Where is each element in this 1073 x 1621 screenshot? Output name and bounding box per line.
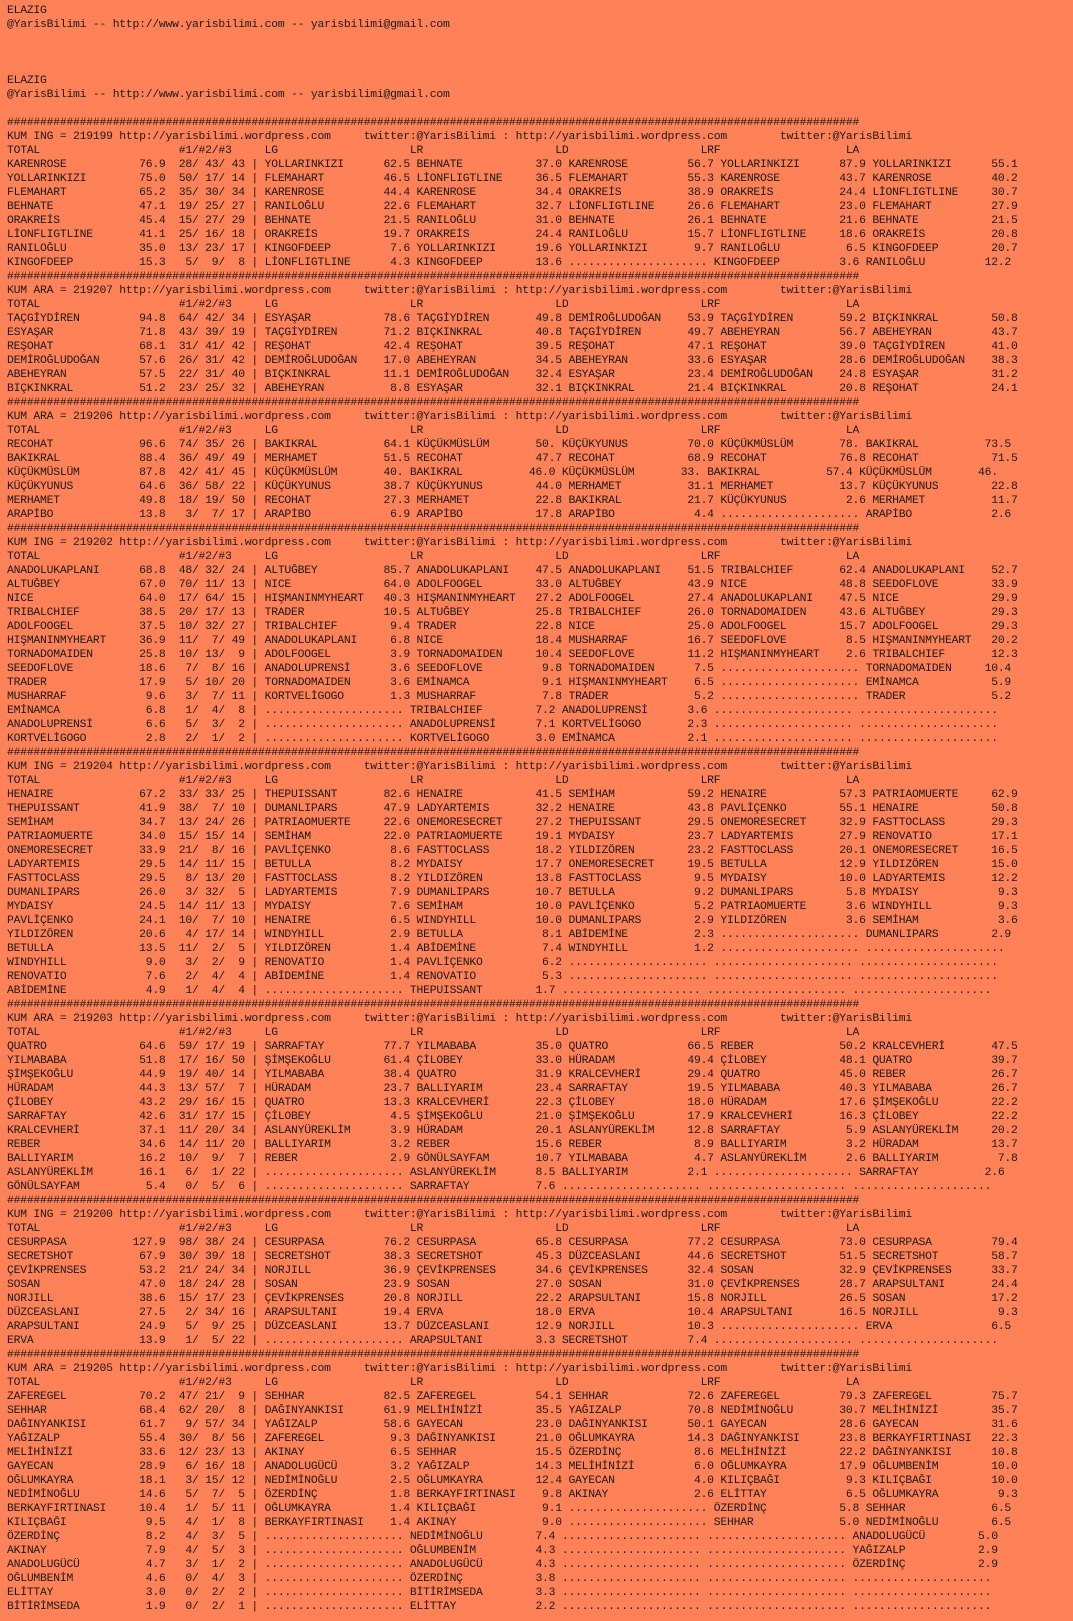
table-row: FASTTOCLASS 29.5 8/ 13/ 20 | FASTTOCLASS 8.2 YILDIZÖREN 13.8 FASTTOCLASS 9.5 MYDAISY 10.0 LADYARTEMIS 12.2 bbox=[7, 873, 1018, 885]
race-header: KUM ING = 219202 http://yarisbilimi.wordpress.com twitter:@YarisBilimi : http://yarisbilimi.wordpress.com twitter:@YarisBilimi bbox=[7, 537, 912, 549]
separator-line: ################################################################################################################################# bbox=[7, 397, 860, 409]
table-row: DUMANLIPARS 26.0 3/ 32/ 5 | LADYARTEMIS 7.9 DUMANLIPARS 10.7 BETULLA 9.2 DUMANLIPARS 5.8 MYDAISY 9.3 bbox=[7, 887, 1018, 899]
table-row: NORJILL 38.6 15/ 17/ 23 | ÇEVİKPRENSES 20.8 NORJILL 22.2 ARAPSULTANI 15.8 NORJILL 26.5 SOSAN 17.2 bbox=[7, 1293, 1018, 1305]
table-row: KARENROSE 76.9 28/ 43/ 43 | YOLLARINKIZI 62.5 BEHNATE 37.0 KARENROSE 56.7 YOLLARINKIZI 87.9 YOLLARINKIZI 55.1 bbox=[7, 159, 1018, 171]
table-row: BERKAYFIRTINASI 10.4 1/ 5/ 11 | OĞLUMKAYRA 1.4 KILIÇBAĞI 9.1 ..................... ÖZERDİNÇ 5.8 SEHHAR 6.5 bbox=[7, 1503, 1012, 1515]
race-header: KUM ARA = 219205 http://yarisbilimi.wordpress.com twitter:@YarisBilimi : http://yarisbilimi.wordpress.com twitter:@YarisBilimi bbox=[7, 1363, 912, 1375]
table-row: MYDAISY 24.5 14/ 11/ 13 | MYDAISY 7.6 SEMİHAM 10.0 PAVLİÇENKO 5.2 PATRIAOMUERTE 3.6 WINDYHILL 9.3 bbox=[7, 901, 1018, 913]
table-row: NICE 64.0 17/ 64/ 15 | HIŞMANINMYHEART 40.3 HIŞMANINMYHEART 27.2 ADOLFOOGEL 27.4 ANADOLUKAPLANI 47.5 NICE 29.9 bbox=[7, 593, 1018, 605]
table-row: TRADER 17.9 5/ 10/ 20 | TORNADOMAIDEN 3.6 EMİNAMCA 9.1 HIŞMANINMYHEART 6.5 ..................... EMİNAMCA 5.9 bbox=[7, 677, 1012, 689]
table-row: ANADOLUKAPLANI 68.8 48/ 32/ 24 | ALTUĞBEY 85.7 ANADOLUKAPLANI 47.5 ANADOLUKAPLANI 51.5 TRIBALCHIEF 62.4 ANADOLUKAPLANI 52.7 bbox=[7, 565, 1018, 577]
table-row: KILIÇBAĞI 9.5 4/ 1/ 8 | BERKAYFIRTINASI 1.4 AKINAY 9.0 ..................... SEHHAR 5.0 NEDİMİNOĞLU 6.5 bbox=[7, 1517, 1012, 1529]
table-row: ARAPİBO 13.8 3/ 7/ 17 | ARAPİBO 6.9 ARAPİBO 17.8 ARAPİBO 4.4 ..................... ARAPİBO 2.6 bbox=[7, 509, 1012, 521]
table-row: SEMİHAM 34.7 13/ 24/ 26 | PATRIAOMUERTE 22.6 ONEMORESECRET 27.2 THEPUISSANT 29.5 ONEMORESECRET 32.9 FASTTOCLASS 29.3 bbox=[7, 817, 1018, 829]
table-row: ORAKREİS 45.4 15/ 27/ 29 | BEHNATE 21.5 RANILOĞLU 31.0 BEHNATE 26.1 BEHNATE 21.6 BEHNATE 21.5 bbox=[7, 215, 1018, 227]
separator-line: ################################################################################################################################# bbox=[7, 747, 860, 759]
blank-line bbox=[7, 32, 1073, 46]
table-row: EMİNAMCA 6.8 1/ 4/ 8 | ..................... TRIBALCHIEF 7.2 ANADOLUPRENSİ 3.6 ..................... ..................... bbox=[7, 705, 998, 717]
table-row: TAÇGİYDİREN 94.8 64/ 42/ 34 | ESYAŞAR 78.6 TAÇGİYDİREN 49.8 DEMİROĞLUDOĞAN 53.9 TAÇGİYDİREN 59.2 BIÇKINKRAL 50.8 bbox=[7, 313, 1018, 325]
contact-line: @YarisBilimi -- http://www.yarisbilimi.com -- yarisbilimi@gmail.com bbox=[7, 89, 450, 101]
table-row: REŞOHAT 68.1 31/ 41/ 42 | REŞOHAT 42.4 REŞOHAT 39.5 REŞOHAT 47.1 REŞOHAT 39.0 TAÇGİYDİREN 41.0 bbox=[7, 341, 1018, 353]
table-row: ŞİMŞEKOĞLU 44.9 19/ 40/ 14 | YILMABABA 38.4 QUATRO 31.9 KRALCEVHERİ 29.4 QUATRO 45.0 REBER 26.7 bbox=[7, 1069, 1018, 1081]
table-row: SEHHAR 68.4 62/ 20/ 8 | DAĞINYANKISI 61.9 MELİHİNİZİ 35.5 YAĞIZALP 70.8 NEDİMİNOĞLU 30.7 MELİHİNİZİ 35.7 bbox=[7, 1405, 1018, 1417]
table-row: HÜRADAM 44.3 13/ 57/ 7 | HÜRADAM 23.7 BALLIYARIM 23.4 SARRAFTAY 19.5 YILMABABA 40.3 YILMABABA 26.7 bbox=[7, 1083, 1018, 1095]
table-row: PAVLİÇENKO 24.1 10/ 7/ 10 | HENAIRE 6.5 WINDYHILL 10.0 DUMANLIPARS 2.9 YILDIZÖREN 3.6 SEMİHAM 3.6 bbox=[7, 915, 1018, 927]
table-row: FLEMAHART 65.2 35/ 30/ 34 | KARENROSE 44.4 KARENROSE 34.4 ORAKREİS 38.9 ORAKREİS 24.4 LİONFLIGTLINE 30.7 bbox=[7, 187, 1018, 199]
table-row: BALLIYARIM 16.2 10/ 9/ 7 | REBER 2.9 GÖNÜLSAYFAM 10.7 YILMABABA 4.7 ASLANYÜREKLİM 2.6 BALLIYARIM 7.8 bbox=[7, 1153, 1018, 1165]
table-row: QUATRO 64.6 59/ 17/ 19 | SARRAFTAY 77.7 YILMABABA 35.0 QUATRO 66.5 REBER 50.2 KRALCEVHERİ 47.5 bbox=[7, 1041, 1018, 1053]
race-header: KUM ARA = 219207 http://yarisbilimi.wordpress.com twitter:@YarisBilimi : http://yarisbilimi.wordpress.com twitter:@YarisBilimi bbox=[7, 285, 912, 297]
separator-line: ################################################################################################################################# bbox=[7, 1195, 860, 1207]
race-header: KUM ING = 219199 http://yarisbilimi.wordpress.com twitter:@YarisBilimi : http://yarisbilimi.wordpress.com twitter:@YarisBilimi bbox=[7, 131, 912, 143]
table-row: DAĞINYANKISI 61.7 9/ 57/ 34 | YAĞIZALP 58.6 GAYECAN 23.0 DAĞINYANKISI 50.1 GAYECAN 28.6 GAYECAN 31.6 bbox=[7, 1419, 1018, 1431]
separator-line: ################################################################################################################################# bbox=[7, 117, 860, 129]
separator-line: ################################################################################################################################# bbox=[7, 1349, 860, 1361]
table-row: ONEMORESECRET 33.9 21/ 8/ 16 | PAVLİÇENKO 8.6 FASTTOCLASS 18.2 YILDIZÖREN 23.2 FASTTOCLASS 20.1 ONEMORESECRET 16.5 bbox=[7, 845, 1018, 857]
table-row: LADYARTEMIS 29.5 14/ 11/ 15 | BETULLA 8.2 MYDAISY 17.7 ONEMORESECRET 19.5 BETULLA 12.9 YILDIZÖREN 15.0 bbox=[7, 859, 1018, 871]
column-header: TOTAL #1/#2/#3 LG LR LD LRF LA bbox=[7, 299, 860, 311]
table-row: OĞLUMBENİM 4.6 0/ 4/ 3 | ..................... ÖZERDİNÇ 3.8 ..................... ..................... ..................... bbox=[7, 1573, 992, 1585]
table-row: GAYECAN 28.9 6/ 16/ 18 | ANADOLUGÜCÜ 3.2 YAĞIZALP 14.3 MELİHİNİZİ 6.0 OĞLUMKAYRA 17.9 OĞLUMBENİM 10.0 bbox=[7, 1461, 1018, 1473]
table-row: ÇİLOBEY 43.2 29/ 16/ 15 | QUATRO 13.3 KRALCEVHERİ 22.3 ÇİLOBEY 18.0 HÜRADAM 17.6 ŞİMŞEKOĞLU 22.2 bbox=[7, 1097, 1018, 1109]
table-row: ERVA 13.9 1/ 5/ 22 | ..................... ARAPSULTANI 3.3 SECRETSHOT 7.4 ..................... ..................... bbox=[7, 1335, 998, 1347]
table-row: RANILOĞLU 35.0 13/ 23/ 17 | KINGOFDEEP 7.6 YOLLARINKIZI 19.6 YOLLARINKIZI 9.7 RANILOĞLU 6.5 KINGOFDEEP 20.7 bbox=[7, 243, 1018, 255]
table-row: TRIBALCHIEF 38.5 20/ 17/ 13 | TRADER 10.5 ALTUĞBEY 25.8 TRIBALCHIEF 26.0 TORNADOMAIDEN 43.6 ALTUĞBEY 29.3 bbox=[7, 607, 1018, 619]
blank-line bbox=[7, 102, 1073, 116]
table-row: DÜZCEASLANI 27.5 2/ 34/ 16 | ARAPSULTANI 19.4 ERVA 18.0 ERVA 10.4 ARAPSULTANI 16.5 NORJILL 9.3 bbox=[7, 1307, 1018, 1319]
table-row: GÖNÜLSAYFAM 5.4 0/ 5/ 6 | ..................... SARRAFTAY 7.6 ..................... ..................... ..................... bbox=[7, 1181, 992, 1193]
table-row: YILMABABA 51.8 17/ 16/ 50 | ŞİMŞEKOĞLU 61.4 ÇİLOBEY 33.0 HÜRADAM 49.4 ÇİLOBEY 48.1 QUATRO 39.7 bbox=[7, 1055, 1018, 1067]
table-row: YAĞIZALP 55.4 30/ 8/ 56 | ZAFEREGEL 9.3 DAĞINYANKISI 21.0 OĞLUMKAYRA 14.3 DAĞINYANKISI 23.8 BERKAYFIRTINASI 22.3 bbox=[7, 1433, 1018, 1445]
contact-line: @YarisBilimi -- http://www.yarisbilimi.com -- yarisbilimi@gmail.com bbox=[7, 19, 450, 31]
table-row: BEHNATE 47.1 19/ 25/ 27 | RANILOĞLU 22.6 FLEMAHART 32.7 LİONFLIGTLINE 26.6 FLEMAHART 23.0 FLEMAHART 27.9 bbox=[7, 201, 1018, 213]
separator-line: ################################################################################################################################# bbox=[7, 271, 860, 283]
table-row: BIÇKINKRAL 51.2 23/ 25/ 32 | ABEHEYRAN 8.8 ESYAŞAR 32.1 BIÇKINKRAL 21.4 BIÇKINKRAL 20.8 REŞOHAT 24.1 bbox=[7, 383, 1018, 395]
table-row: RENOVATIO 7.6 2/ 4/ 4 | ABİDEMİNE 1.4 RENOVATIO 5.3 ..................... ..................... ..................... bbox=[7, 971, 998, 983]
table-row: NEDİMİNOĞLU 14.6 5/ 7/ 5 | ÖZERDİNÇ 1.8 BERKAYFIRTINASI 9.8 AKINAY 2.6 ELİTTAY 6.5 OĞLUMKAYRA 9.3 bbox=[7, 1489, 1018, 1501]
column-header: TOTAL #1/#2/#3 LG LR LD LRF LA bbox=[7, 551, 860, 563]
table-row: ABEHEYRAN 57.5 22/ 31/ 40 | BIÇKINKRAL 11.1 DEMİROĞLUDOĞAN 32.4 ESYAŞAR 23.4 DEMİROĞLUDOĞAN 24.8 ESYAŞAR 31.2 bbox=[7, 369, 1018, 381]
blank-line bbox=[7, 46, 1073, 60]
table-row: OĞLUMKAYRA 18.1 3/ 15/ 12 | NEDİMİNOĞLU 2.5 OĞLUMKAYRA 12.4 GAYECAN 4.0 KILIÇBAĞI 9.3 KILIÇBAĞI 10.0 bbox=[7, 1475, 1018, 1487]
table-row: MERHAMET 49.8 18/ 19/ 50 | RECOHAT 27.3 MERHAMET 22.8 BAKIKRAL 21.7 KÜÇÜKYUNUS 2.6 MERHAMET 11.7 bbox=[7, 495, 1018, 507]
city-title: ELAZIG bbox=[7, 75, 47, 87]
column-header: TOTAL #1/#2/#3 LG LR LD LRF LA bbox=[7, 425, 860, 437]
table-row: THEPUISSANT 41.9 38/ 7/ 10 | DUMANLIPARS 47.9 LADYARTEMIS 32.2 HENAIRE 43.8 PAVLİÇENKO 55.1 HENAIRE 50.8 bbox=[7, 803, 1018, 815]
table-row: ZAFEREGEL 70.2 47/ 21/ 9 | SEHHAR 82.5 ZAFEREGEL 54.1 SEHHAR 72.6 ZAFEREGEL 79.3 ZAFEREGEL 75.7 bbox=[7, 1391, 1018, 1403]
table-row: KRALCEVHERİ 37.1 11/ 20/ 34 | ASLANYÜREKLİM 3.9 HÜRADAM 20.1 ASLANYÜREKLİM 12.8 SARRAFTAY 5.9 ASLANYÜREKLİM 20.2 bbox=[7, 1125, 1018, 1137]
column-header: TOTAL #1/#2/#3 LG LR LD LRF LA bbox=[7, 145, 860, 157]
table-row: LİONFLIGTLINE 41.1 25/ 16/ 18 | ORAKREİS 19.7 ORAKREİS 24.4 RANILOĞLU 15.7 LİONFLIGTLINE 18.6 ORAKREİS 20.8 bbox=[7, 229, 1018, 241]
table-row: RECOHAT 96.6 74/ 35/ 26 | BAKIKRAL 64.1 KÜÇÜKMÜSLÜM 50. KÜÇÜKYUNUS 70.0 KÜÇÜKMÜSLÜM 78. BAKIKRAL 73.5 bbox=[7, 439, 1012, 451]
table-row: DEMİROĞLUDOĞAN 57.6 26/ 31/ 42 | DEMİROĞLUDOĞAN 17.0 ABEHEYRAN 34.5 ABEHEYRAN 33.6 ESYAŞAR 28.6 DEMİROĞLUDOĞAN 38.3 bbox=[7, 355, 1018, 367]
column-header: TOTAL #1/#2/#3 LG LR LD LRF LA bbox=[7, 1377, 860, 1389]
table-row: MELİHİNİZİ 33.6 12/ 23/ 13 | AKINAY 6.5 SEHHAR 15.5 ÖZERDİNÇ 8.6 MELİHİNİZİ 22.2 DAĞINYANKISI 10.8 bbox=[7, 1447, 1018, 1459]
table-row: CESURPASA 127.9 98/ 38/ 24 | CESURPASA 76.2 CESURPASA 65.8 CESURPASA 77.2 CESURPASA 73.0 CESURPASA 79.4 bbox=[7, 1237, 1018, 1249]
table-row: ALTUĞBEY 67.0 70/ 11/ 13 | NICE 64.0 ADOLFOOGEL 33.0 ALTUĞBEY 43.9 NICE 48.8 SEEDOFLOVE 33.9 bbox=[7, 579, 1018, 591]
table-row: ESYAŞAR 71.8 43/ 39/ 19 | TAÇGİYDİREN 71.2 BIÇKINKRAL 40.8 TAÇGİYDİREN 49.7 ABEHEYRAN 56.7 ABEHEYRAN 43.7 bbox=[7, 327, 1018, 339]
table-row: ADOLFOOGEL 37.5 10/ 32/ 27 | TRIBALCHIEF 9.4 TRADER 22.8 NICE 25.0 ADOLFOOGEL 15.7 ADOLFOOGEL 29.3 bbox=[7, 621, 1018, 633]
table-row: KORTVELİGOGO 2.8 2/ 1/ 2 | ..................... KORTVELİGOGO 3.0 EMİNAMCA 2.1 ..................... ..................... bbox=[7, 733, 998, 745]
table-row: ÇEVİKPRENSES 53.2 21/ 24/ 34 | NORJILL 36.9 ÇEVİKPRENSES 34.6 ÇEVİKPRENSES 32.4 SOSAN 32.9 ÇEVİKPRENSES 33.7 bbox=[7, 1265, 1018, 1277]
table-row: ARAPSULTANI 24.9 5/ 9/ 25 | DÜZCEASLANI 13.7 DÜZCEASLANI 12.9 NORJILL 10.3 ..................... ERVA 6.5 bbox=[7, 1321, 1012, 1333]
separator-line: ################################################################################################################################# bbox=[7, 999, 860, 1011]
table-row: BETULLA 13.5 11/ 2/ 5 | YILDIZÖREN 1.4 ABİDEMİNE 7.4 WINDYHILL 1.2 ..................... ..................... bbox=[7, 943, 1005, 955]
table-row: BAKIKRAL 88.4 36/ 49/ 49 | MERHAMET 51.5 RECOHAT 47.7 RECOHAT 68.9 RECOHAT 76.8 RECOHAT 71.5 bbox=[7, 453, 1018, 465]
table-row: AKINAY 7.9 4/ 5/ 3 | ..................... OĞLUMBENİM 4.3 ..................... ..................... YAĞIZALP 2.9 bbox=[7, 1545, 998, 1557]
table-row: YOLLARINKIZI 75.0 50/ 17/ 14 | FLEMAHART 46.5 LİONFLIGTLINE 36.5 FLEMAHART 55.3 KARENROSE 43.7 KARENROSE 40.2 bbox=[7, 173, 1018, 185]
table-row: TORNADOMAIDEN 25.8 10/ 13/ 9 | ADOLFOOGEL 3.9 TORNADOMAIDEN 10.4 SEEDOFLOVE 11.2 HIŞMANINMYHEART 2.6 TRIBALCHIEF 12.3 bbox=[7, 649, 1018, 661]
table-row: HIŞMANINMYHEART 36.9 11/ 7/ 49 | ANADOLUKAPLANI 6.8 NICE 18.4 MUSHARRAF 16.7 SEEDOFLOVE 8.5 HIŞMANINMYHEART 20.2 bbox=[7, 635, 1018, 647]
city-title: ELAZIG bbox=[7, 5, 47, 17]
table-row: ABİDEMİNE 4.9 1/ 4/ 4 | ..................... THEPUISSANT 1.7 ..................... ..................... ..................... bbox=[7, 985, 992, 997]
separator-line: ################################################################################################################################# bbox=[7, 523, 860, 535]
table-row: WINDYHILL 9.0 3/ 2/ 9 | RENOVATIO 1.4 PAVLİÇENKO 6.2 ..................... ..................... ..................... bbox=[7, 957, 998, 969]
table-row: KÜÇÜKMÜSLÜM 87.8 42/ 41/ 45 | KÜÇÜKMÜSLÜM 40. BAKIKRAL 46.0 KÜÇÜKMÜSLÜM 33. BAKIKRAL 57.4 KÜÇÜKMÜSLÜM 46. bbox=[7, 467, 998, 479]
table-row: KÜÇÜKYUNUS 64.6 36/ 58/ 22 | KÜÇÜKYUNUS 38.7 KÜÇÜKYUNUS 44.0 MERHAMET 31.1 MERHAMET 13.7 KÜÇÜKYUNUS 22.8 bbox=[7, 481, 1018, 493]
table-row: SOSAN 47.0 18/ 24/ 28 | SOSAN 23.9 SOSAN 27.0 SOSAN 31.0 ÇEVİKPRENSES 28.7 ARAPSULTANI 24.4 bbox=[7, 1279, 1018, 1291]
table-row: ASLANYÜREKLİM 16.1 6/ 1/ 22 | ..................... ASLANYÜREKLİM 8.5 BALLIYARIM 2.1 ..................... SARRAFTAY 2.6 bbox=[7, 1167, 1005, 1179]
table-row: SARRAFTAY 42.6 31/ 17/ 15 | ÇİLOBEY 4.5 ŞİMŞEKOĞLU 21.0 ŞİMŞEKOĞLU 17.9 KRALCEVHERİ 16.3 ÇİLOBEY 22.2 bbox=[7, 1111, 1018, 1123]
race-header: KUM ING = 219200 http://yarisbilimi.wordpress.com twitter:@YarisBilimi : http://yarisbilimi.wordpress.com twitter:@YarisBilimi bbox=[7, 1209, 912, 1221]
blank-line bbox=[7, 60, 1073, 74]
table-row: KINGOFDEEP 15.3 5/ 9/ 8 | LİONFLIGTLINE 4.3 KINGOFDEEP 13.6 ..................... KINGOFDEEP 3.6 RANILOĞLU 12.2 bbox=[7, 257, 1012, 269]
column-header: TOTAL #1/#2/#3 LG LR LD LRF LA bbox=[7, 1027, 860, 1039]
table-row: REBER 34.6 14/ 11/ 20 | BALLIYARIM 3.2 REBER 15.6 REBER 8.9 BALLIYARIM 3.2 HÜRADAM 13.7 bbox=[7, 1139, 1018, 1151]
race-header: KUM ARA = 219203 http://yarisbilimi.wordpress.com twitter:@YarisBilimi : http://yarisbilimi.wordpress.com twitter:@YarisBilimi bbox=[7, 1013, 912, 1025]
table-row: HENAIRE 67.2 33/ 33/ 25 | THEPUISSANT 82.6 HENAIRE 41.5 SEMİHAM 59.2 HENAIRE 57.3 PATRIAOMUERTE 62.9 bbox=[7, 789, 1018, 801]
column-header: TOTAL #1/#2/#3 LG LR LD LRF LA bbox=[7, 1223, 860, 1235]
table-row: ELİTTAY 3.0 0/ 2/ 2 | ..................... BİTİRİMSEDA 3.3 ..................... ..................... ..................... bbox=[7, 1587, 992, 1599]
table-row: SECRETSHOT 67.9 30/ 39/ 18 | SECRETSHOT 38.3 SECRETSHOT 45.3 DÜZCEASLANI 44.6 SECRETSHOT 51.5 SECRETSHOT 58.7 bbox=[7, 1251, 1018, 1263]
race-header: KUM ING = 219204 http://yarisbilimi.wordpress.com twitter:@YarisBilimi : http://yarisbilimi.wordpress.com twitter:@YarisBilimi bbox=[7, 761, 912, 773]
table-row: SEEDOFLOVE 18.6 7/ 8/ 16 | ANADOLUPRENSİ 3.6 SEEDOFLOVE 9.8 TORNADOMAIDEN 7.5 ..................... TORNADOMAIDEN 10.4 bbox=[7, 663, 1012, 675]
table-row: ANADOLUGÜCÜ 4.7 3/ 1/ 2 | ..................... ANADOLUGÜCÜ 4.3 ..................... ..................... ÖZERDİNÇ 2.9 bbox=[7, 1559, 998, 1571]
table-row: MUSHARRAF 9.6 3/ 7/ 11 | KORTVELİGOGO 1.3 MUSHARRAF 7.8 TRADER 5.2 ..................... TRADER 5.2 bbox=[7, 691, 1012, 703]
table-row: ANADOLUPRENSİ 6.6 5/ 3/ 2 | ..................... ANADOLUPRENSİ 7.1 KORTVELİGOGO 2.3 ..................... ..................... bbox=[7, 719, 998, 731]
table-row: BİTİRİMSEDA 1.9 0/ 2/ 1 | ..................... ELİTTAY 2.2 ..................... ..................... ..................... bbox=[7, 1601, 992, 1613]
table-row: YILDIZÖREN 20.6 4/ 17/ 14 | WINDYHILL 2.9 BETULLA 8.1 ABİDEMİNE 2.3 ..................... DUMANLIPARS 2.9 bbox=[7, 929, 1012, 941]
race-header: KUM ARA = 219206 http://yarisbilimi.wordpress.com twitter:@YarisBilimi : http://yarisbilimi.wordpress.com twitter:@YarisBilimi bbox=[7, 411, 912, 423]
table-row: ÖZERDİNÇ 8.2 4/ 3/ 5 | ..................... NEDİMİNOĞLU 7.4 ..................... ..................... ANADOLUGÜCÜ 5.0 bbox=[7, 1531, 998, 1543]
table-row: PATRIAOMUERTE 34.0 15/ 15/ 14 | SEMİHAM 22.0 PATRIAOMUERTE 19.1 MYDAISY 23.7 LADYARTEMIS 27.9 RENOVATIO 17.1 bbox=[7, 831, 1018, 843]
column-header: TOTAL #1/#2/#3 LG LR LD LRF LA bbox=[7, 775, 860, 787]
